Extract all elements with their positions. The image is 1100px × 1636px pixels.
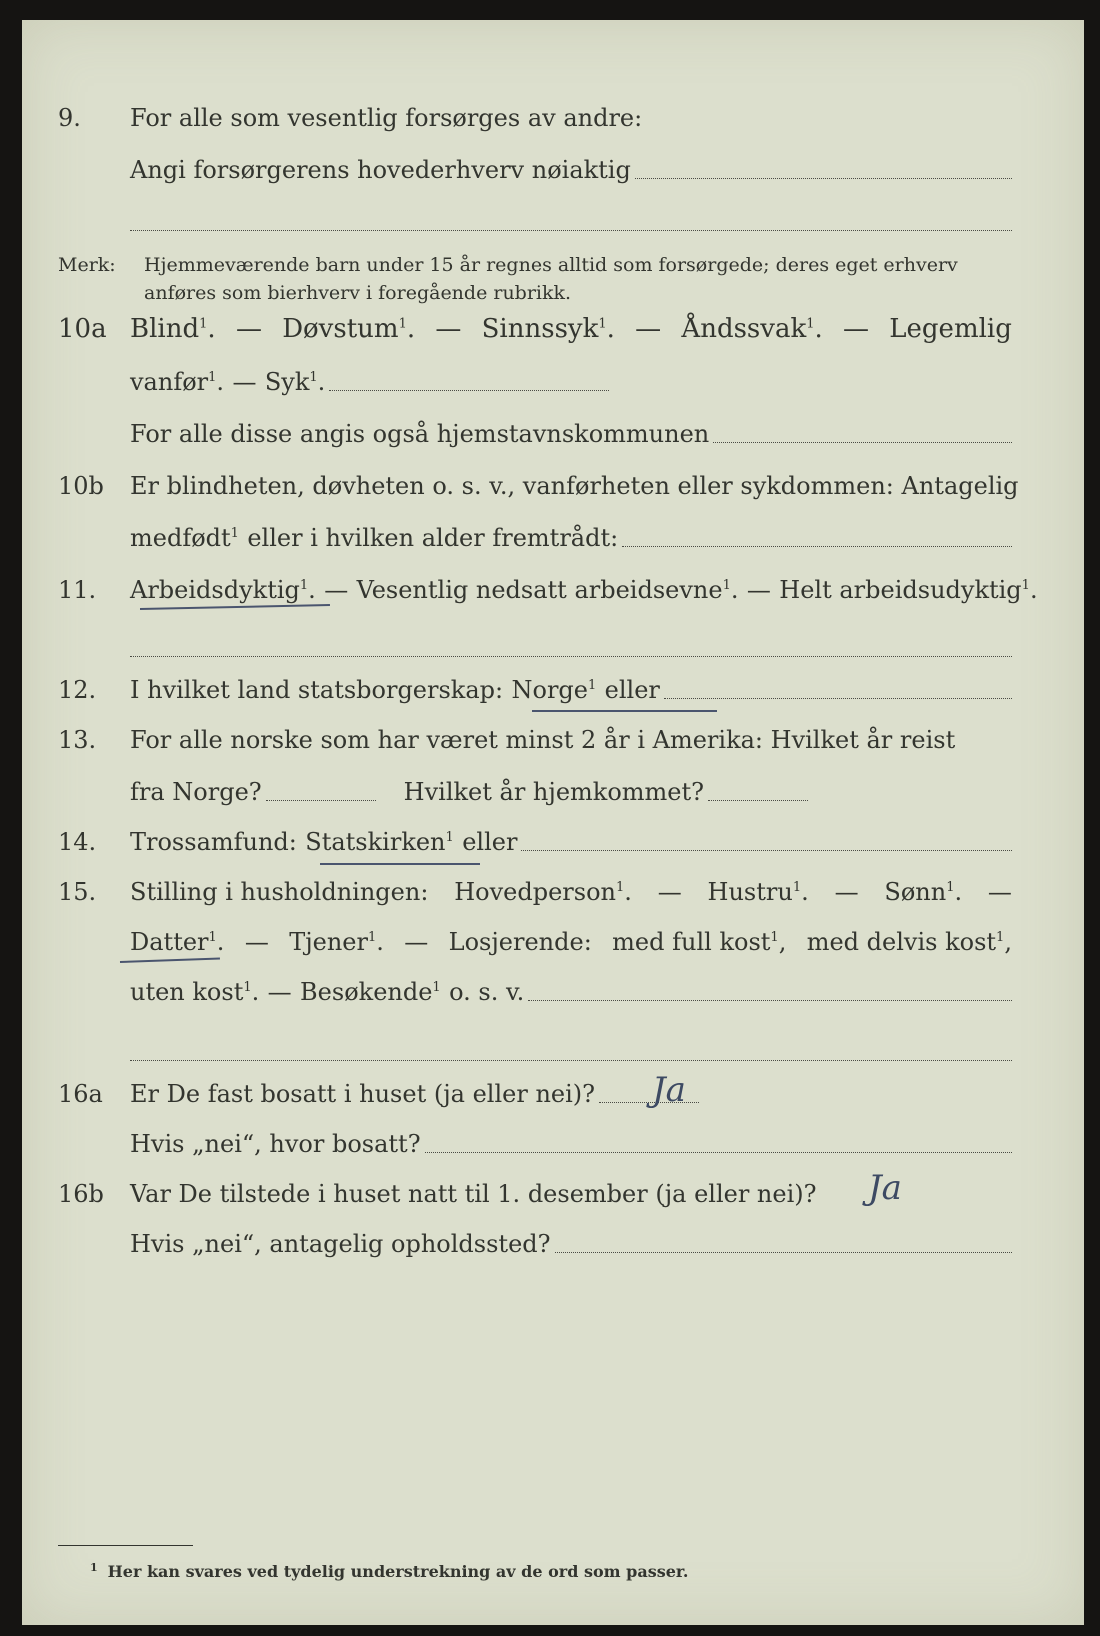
q10b-number: 10b	[58, 472, 104, 500]
q16b-question: Var De tilstede i huset natt til 1. desember (ja eller nei)?	[130, 1180, 817, 1208]
q9-text: For alle som vesentlig forsørges av andre:	[130, 104, 643, 132]
q10a-legemlig[interactable]: Legemlig	[889, 314, 1012, 344]
q15-osv: o. s. v.	[449, 978, 525, 1006]
footnote	[90, 1562, 688, 1581]
q13-reist-label: fra Norge?	[130, 778, 262, 806]
q10a-line3	[22, 414, 1084, 454]
q11-arbeidsdyktig[interactable]: Arbeidsdyktig$^1$.	[130, 576, 316, 604]
q16a-bosatt-label: Hvis „nei“, hvor bosatt?	[130, 1130, 421, 1158]
q15-full-kost[interactable]: med full kost$^1$,	[612, 928, 787, 956]
q16a-bosatt-field[interactable]	[425, 1152, 1012, 1153]
q16a-line2	[22, 1124, 1084, 1164]
form-body	[22, 20, 1084, 1625]
q12-field[interactable]	[664, 698, 1012, 699]
q10b-alder-label: eller i hvilken alder fremtrådt:	[247, 524, 619, 552]
q15-delvis-kost[interactable]: med delvis kost$^1$,	[806, 928, 1012, 956]
q15-sonn[interactable]: Sønn$^1$.	[884, 878, 963, 906]
merk-label: Merk:	[58, 254, 116, 276]
q10a-dovstum[interactable]: Døvstum$^1$.	[282, 314, 416, 344]
q9-number: 9.	[58, 104, 81, 132]
q16b-handwritten-answer: Ja	[868, 1168, 902, 1208]
q10b-alder-field[interactable]	[622, 546, 1012, 547]
census-form-page	[22, 20, 1084, 1625]
q14-line	[22, 822, 1084, 862]
footnote-rule	[58, 1545, 193, 1546]
q11-nedsatt[interactable]: Vesentlig nedsatt arbeidsevne$^1$.	[356, 576, 739, 604]
q11-extra-field[interactable]	[130, 656, 1012, 657]
q10b-line2	[22, 518, 1084, 558]
q15-besokende[interactable]: Besøkende$^1$	[300, 978, 441, 1006]
q10a-line2: vanfør$^1$. — Syk$^1$.	[22, 362, 1084, 402]
q13-line1	[22, 720, 1084, 760]
q11-number: 11.	[58, 576, 97, 604]
q15-number: 15.	[58, 878, 97, 906]
q10a-blind[interactable]: Blind$^1$.	[130, 314, 216, 344]
q15-hovedperson[interactable]: Hovedperson$^1$.	[454, 878, 632, 906]
q15-datter[interactable]: Datter$^1$.	[130, 928, 225, 956]
q10b-line1	[22, 466, 1084, 506]
q10a-syk-field[interactable]	[329, 390, 609, 391]
q10a-hjemstavn-field[interactable]	[713, 442, 1012, 443]
q11-udyktig[interactable]: Helt arbeidsudyktig$^1$.	[779, 576, 1038, 604]
q10a-number: 10a	[58, 314, 107, 344]
q10b-text: Er blindheten, døvheten o. s. v., vanførheten eller sykdommen: Antagelig	[130, 472, 1019, 500]
q13-number: 13.	[58, 726, 97, 754]
q15-line3: uten kost$^1$. — Besøkende$^1$ o. s. v.	[22, 972, 1084, 1012]
q16b-number: 16b	[58, 1180, 104, 1208]
q14-label: Trossamfund:	[130, 828, 297, 856]
q16b-line1	[22, 1174, 1084, 1214]
q12-line	[22, 670, 1084, 710]
q12-eller: eller	[604, 676, 660, 704]
merk-text-1: Hjemmeværende barn under 15 år regnes alltid som forsørgede; deres eget erhverv	[144, 254, 958, 276]
q10a-line1: 10a Blind$^1$. — Døvstum$^1$. — Sinnssyk$^1$. — Åndssvak$^1$. — Legemlig	[58, 314, 1012, 344]
q13-reist-field[interactable]	[266, 800, 376, 801]
q16a-number: 16a	[58, 1080, 103, 1108]
q9-line1	[22, 98, 1084, 138]
merk-line2	[22, 270, 1084, 310]
q14-statskirken[interactable]: Statskirken$^1$	[305, 828, 454, 856]
q10a-vanfor[interactable]: vanfør$^1$.	[130, 368, 225, 396]
q16a-line1	[22, 1074, 1084, 1114]
footnote-text: Her kan svares ved tydelig understrekning av de ord som passer.	[107, 1562, 689, 1581]
q14-eller: eller	[462, 828, 518, 856]
q13-text: For alle norske som har været minst 2 år i Amerika: Hvilket år reist	[130, 726, 956, 754]
q13-hjemkommet-label: Hvilket år hjemkommet?	[403, 778, 705, 806]
q15-extra-field[interactable]	[130, 1060, 1012, 1061]
q14-number: 14.	[58, 828, 97, 856]
q15-tjener[interactable]: Tjener$^1$.	[289, 928, 384, 956]
q15-line1: 15. Stilling i husholdningen: Hovedperson$^1$. — Hustru$^1$. — Sønn$^1$. —	[58, 878, 1012, 906]
q16a-handwritten-answer: Ja	[652, 1070, 686, 1110]
q15-line2: Datter$^1$. — Tjener$^1$. — Losjerende: med full kost$^1$, med delvis kost$^1$,	[130, 928, 1012, 956]
q11-line: 11. Arbeidsdyktig$^1$. — Vesentlig nedsatt arbeidsevne$^1$. — Helt arbeidsudyktig$^1$.	[58, 576, 1038, 604]
q15-label: Stilling i husholdningen:	[130, 878, 429, 906]
q14-field[interactable]	[521, 850, 1012, 851]
footnote-mark: 1	[90, 1560, 98, 1574]
merk-text-2: anføres som bierhverv i foregående rubrikk.	[144, 282, 572, 304]
q9-answer-field[interactable]	[635, 178, 1012, 179]
q9-extra-field[interactable]	[130, 230, 1012, 231]
q10a-hjemstavn-label: For alle disse angis også hjemstavnskommunen	[130, 420, 710, 448]
q16b-opholdssted-label: Hvis „nei“, antagelig opholdssted?	[130, 1230, 551, 1258]
q10a-sinnssyk[interactable]: Sinnssyk$^1$.	[481, 314, 615, 344]
q16b-line2	[22, 1224, 1084, 1264]
q12-handwritten-underline	[532, 710, 717, 712]
q16a-question: Er De fast bosatt i huset (ja eller nei)?	[130, 1080, 596, 1108]
q14-handwritten-underline	[320, 863, 480, 865]
q15-uten-kost[interactable]: uten kost$^1$.	[130, 978, 260, 1006]
q12-number: 12.	[58, 676, 97, 704]
q15-hustru[interactable]: Hustru$^1$.	[707, 878, 809, 906]
q13-hjemkommet-field[interactable]	[708, 800, 808, 801]
q10a-syk[interactable]: Syk$^1$.	[264, 368, 326, 396]
q9-line2	[22, 150, 1084, 190]
q15-losjerende: Losjerende:	[448, 928, 592, 956]
q10b-medfodt[interactable]: medfødt$^1$	[130, 524, 239, 552]
q10a-andssvak[interactable]: Åndssvak$^1$.	[681, 314, 823, 344]
q13-line2	[22, 772, 1084, 812]
q16b-opholdssted-field[interactable]	[555, 1252, 1012, 1253]
q9-main-occupation-label: Angi forsørgerens hovederhverv nøiaktig	[130, 156, 631, 184]
q12-norge[interactable]: Norge$^1$	[511, 676, 597, 704]
q15-field[interactable]	[528, 1000, 1012, 1001]
q12-label: I hvilket land statsborgerskap:	[130, 676, 504, 704]
